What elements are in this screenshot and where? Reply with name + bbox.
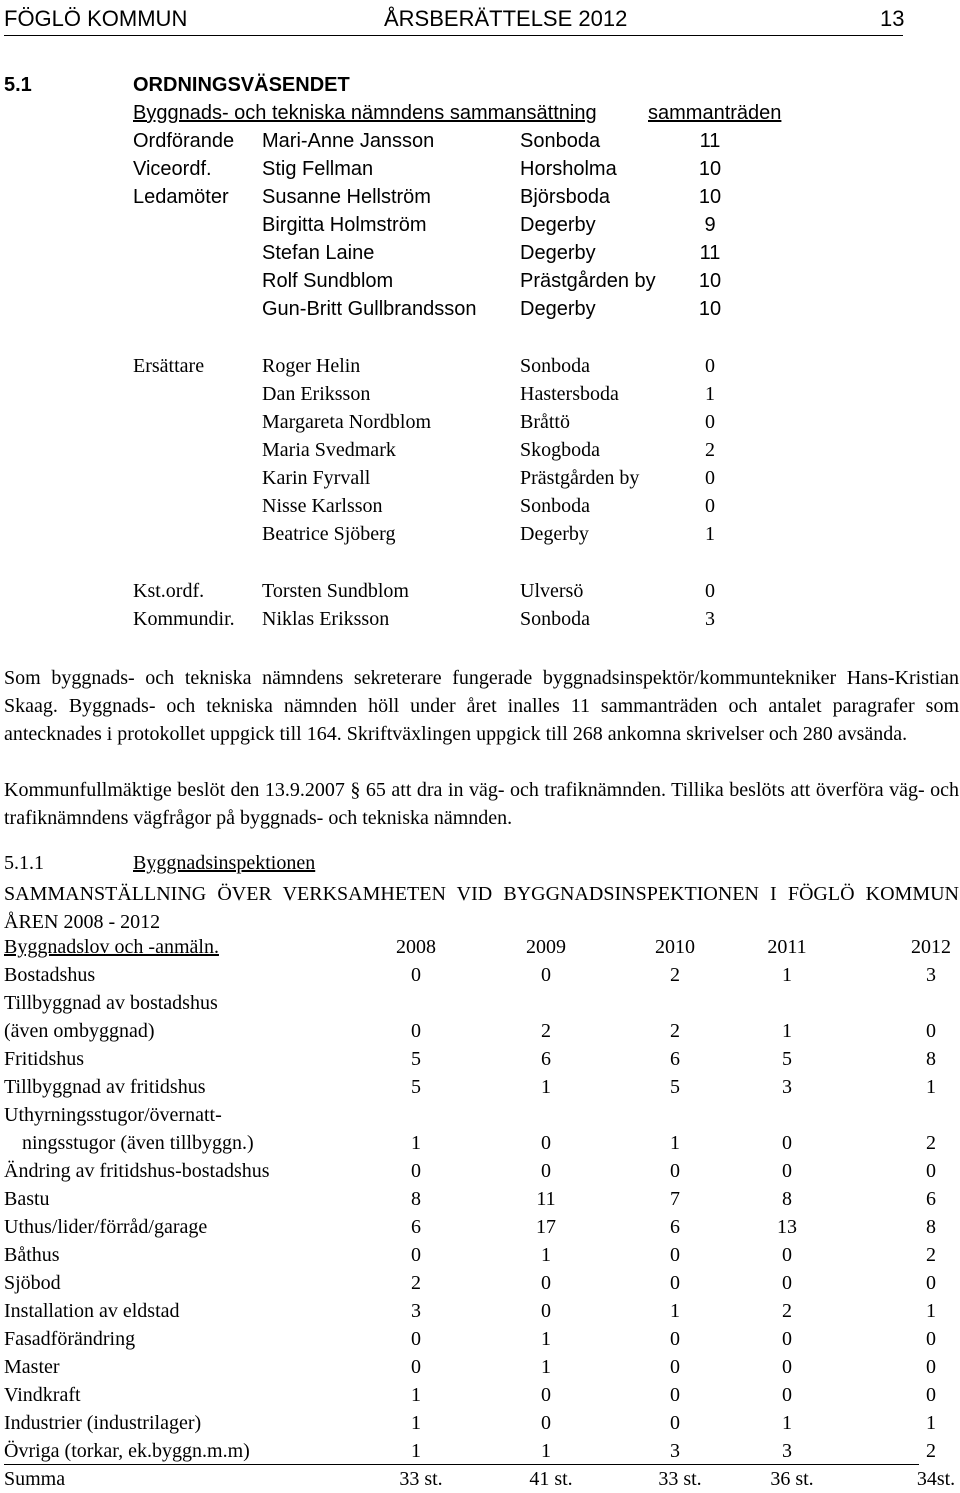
meeting-count: 11	[699, 130, 721, 152]
header-page-number: 13	[880, 6, 905, 31]
cell-value: 1	[411, 1384, 421, 1406]
place-name: Prästgården by	[520, 270, 656, 292]
committee-paragraph: Kommunfullmäktige beslöt den 13.9.2007 § 65 att dra in väg- och trafiknämnden. Tillika beslöts att överföra väg- och trafiknämndens vägfrågor på byggnads- och tekniska nämnden.	[4, 779, 959, 829]
cell-value: 8	[782, 1188, 792, 1210]
place-name: Sonboda	[520, 130, 601, 152]
total-label: Summa	[4, 1468, 66, 1490]
cell-value: 1	[926, 1412, 936, 1434]
cell-value: 0	[411, 1020, 421, 1042]
person-name: Stefan Laine	[262, 242, 375, 264]
year-header: 2010	[655, 936, 695, 958]
person-name: Karin Fyrvall	[262, 467, 371, 489]
section-subtitle: Byggnads- och tekniska nämndens sammansättning	[133, 102, 597, 124]
header-report-title: ÅRSBERÄTTELSE 2012	[384, 6, 628, 31]
cell-value: 2	[926, 1132, 936, 1154]
person-name: Margareta Nordblom	[262, 411, 432, 433]
cell-value: 0	[670, 1356, 680, 1378]
cell-value: 1	[541, 1356, 551, 1378]
person-name: Susanne Hellström	[262, 186, 431, 208]
row-label: (även ombyggnad)	[4, 1020, 155, 1042]
meeting-count: 10	[698, 186, 722, 208]
role-label: Ordförande	[133, 130, 235, 152]
cell-value: 1	[670, 1132, 680, 1154]
meeting-count: 10	[698, 158, 722, 180]
cell-value: 1	[926, 1300, 936, 1322]
cell-value: 6	[411, 1216, 421, 1238]
cell-value: 0	[782, 1272, 792, 1294]
meeting-count: 0	[705, 467, 715, 489]
role-label: Ledamöter	[133, 186, 229, 208]
cell-value: 11	[536, 1188, 556, 1210]
cell-value: 1	[782, 1020, 792, 1042]
person-name: Roger Helin	[262, 355, 361, 377]
cell-value: 0	[541, 1384, 551, 1406]
cell-value: 1	[541, 1328, 551, 1350]
cell-value: 1	[411, 1440, 421, 1462]
cell-value: 3	[926, 964, 936, 986]
place-name: Hastersboda	[520, 383, 619, 405]
cell-value: 5	[670, 1076, 680, 1098]
person-name: Rolf Sundblom	[262, 270, 394, 292]
cell-value: 1	[541, 1076, 551, 1098]
place-name: Degerby	[520, 523, 589, 545]
place-name: Skogboda	[520, 439, 600, 461]
row-label: Tillbyggnad av bostadshus	[4, 992, 218, 1014]
cell-value: 0	[541, 1272, 551, 1294]
cell-value: 6	[670, 1216, 680, 1238]
row-label: Uthus/lider/förråd/garage	[4, 1216, 208, 1238]
year-header: 2009	[526, 936, 566, 958]
cell-value: 2	[670, 1020, 680, 1042]
total-value: 33 st.	[658, 1468, 702, 1490]
row-label: Uthyrningsstugor/övernatt-	[4, 1104, 222, 1126]
place-name: Bråttö	[520, 411, 570, 433]
place-name: Björsboda	[520, 186, 611, 208]
place-name: Sonboda	[520, 608, 590, 630]
person-name: Niklas Eriksson	[262, 608, 390, 630]
row-label: Ändring av fritidshus-bostadshus	[4, 1160, 270, 1182]
meeting-count: 11	[699, 242, 721, 264]
total-rule	[4, 1464, 919, 1465]
total-value: 41 st.	[529, 1468, 573, 1490]
cell-value: 2	[541, 1020, 551, 1042]
row-label: Fasadförändring	[4, 1328, 136, 1350]
meeting-count: 0	[705, 411, 715, 433]
cell-value: 0	[541, 1132, 551, 1154]
section-number: 5.1	[4, 74, 32, 96]
cell-value: 0	[670, 1328, 680, 1350]
cell-value: 2	[926, 1244, 936, 1266]
place-name: Sonboda	[520, 495, 590, 517]
cell-value: 0	[541, 1300, 551, 1322]
meeting-count: 1	[705, 523, 715, 545]
row-label: Tillbyggnad av fritidshus	[4, 1076, 206, 1098]
summary-heading: SAMMANSTÄLLNING ÖVER VERKSAMHETEN VID BYGGNADSINSPEKTIONEN I FÖGLÖ KOMMUN ÅREN 2008 - 2012	[4, 883, 959, 933]
cell-value: 1	[670, 1300, 680, 1322]
cell-value: 0	[782, 1356, 792, 1378]
place-name: Degerby	[520, 214, 596, 236]
cell-value: 5	[411, 1076, 421, 1098]
cell-value: 0	[670, 1244, 680, 1266]
year-header: 2011	[767, 936, 807, 958]
cell-value: 1	[541, 1440, 551, 1462]
person-name: Birgitta Holmström	[262, 214, 427, 236]
role-label: Ersättare	[133, 355, 205, 377]
cell-value: 8	[926, 1216, 936, 1238]
year-header: 2008	[396, 936, 436, 958]
row-label: Båthus	[4, 1244, 60, 1266]
person-name: Gun-Britt Gullbrandsson	[262, 298, 477, 320]
total-value: 34st.	[916, 1468, 956, 1490]
cell-value: 0	[411, 964, 421, 986]
place-name: Degerby	[520, 298, 596, 320]
row-label: Master	[4, 1356, 60, 1378]
cell-value: 3	[411, 1300, 421, 1322]
role-label: Kommundir.	[133, 608, 235, 630]
cell-value: 0	[411, 1244, 421, 1266]
cell-value: 5	[782, 1048, 792, 1070]
place-name: Ulversö	[520, 580, 584, 602]
row-label: Bostadshus	[4, 964, 96, 986]
cell-value: 3	[670, 1440, 680, 1462]
cell-value: 0	[411, 1160, 421, 1182]
person-name: Beatrice Sjöberg	[262, 523, 396, 545]
row-label: ningsstugor (även tillbyggn.)	[22, 1132, 254, 1154]
meeting-count: 3	[705, 608, 715, 630]
place-name: Sonboda	[520, 355, 590, 377]
cell-value: 0	[782, 1384, 792, 1406]
cell-value: 0	[411, 1328, 421, 1350]
place-name: Degerby	[520, 242, 596, 264]
cell-value: 0	[926, 1384, 936, 1406]
cell-value: 0	[926, 1160, 936, 1182]
cell-value: 2	[670, 964, 680, 986]
row-label: Bastu	[4, 1188, 50, 1210]
total-value: 33 st.	[399, 1468, 443, 1490]
row-label: Installation av eldstad	[4, 1300, 180, 1322]
row-label: Industrier (industrilager)	[4, 1412, 202, 1434]
cell-value: 0	[670, 1412, 680, 1434]
cell-value: 0	[926, 1328, 936, 1350]
cell-value: 2	[926, 1440, 936, 1462]
meeting-count: 2	[705, 439, 715, 461]
table-header-label: Byggnadslov och -anmäln.	[4, 936, 219, 958]
role-label: Viceordf.	[133, 158, 212, 180]
meeting-count: 10	[698, 270, 722, 292]
subsection-number: 5.1.1	[4, 852, 44, 874]
cell-value: 0	[926, 1020, 936, 1042]
person-name: Maria Svedmark	[262, 439, 396, 461]
person-name: Torsten Sundblom	[262, 580, 409, 602]
cell-value: 2	[411, 1272, 421, 1294]
person-name: Nisse Karlsson	[262, 495, 383, 517]
cell-value: 3	[782, 1076, 792, 1098]
cell-value: 7	[670, 1188, 680, 1210]
cell-value: 0	[541, 964, 551, 986]
place-name: Prästgården by	[520, 467, 640, 489]
cell-value: 0	[411, 1356, 421, 1378]
cell-value: 6	[926, 1188, 936, 1210]
cell-value: 0	[926, 1356, 936, 1378]
year-header: 2012	[911, 936, 951, 958]
cell-value: 1	[926, 1076, 936, 1098]
cell-value: 8	[411, 1188, 421, 1210]
row-label: Vindkraft	[4, 1384, 81, 1406]
person-name: Dan Eriksson	[262, 383, 371, 405]
secretary-paragraph: Som byggnads- och tekniska nämndens sekreterare fungerade byggnadsinspektör/kommuntekniker Hans-Kristian Skaag. Byggnads- och tekniska nämnden höll under året inalles 11 sammanträden och antalet paragrafer som antecknades i protokollet uppgick till 164. Skriftväxlingen uppgick till 268 ankomna skrivelser och 280 avsända.	[4, 667, 959, 745]
person-name: Stig Fellman	[262, 158, 374, 180]
cell-value: 1	[782, 964, 792, 986]
cell-value: 1	[541, 1244, 551, 1266]
role-label: Kst.ordf.	[133, 580, 205, 602]
cell-value: 0	[782, 1328, 792, 1350]
cell-value: 0	[670, 1384, 680, 1406]
cell-value: 0	[670, 1272, 680, 1294]
cell-value: 0	[926, 1272, 936, 1294]
cell-value: 1	[782, 1412, 792, 1434]
meetings-column-header: sammanträden	[648, 102, 782, 124]
meeting-count: 0	[705, 580, 715, 602]
meeting-count: 1	[705, 383, 715, 405]
meeting-count: 0	[705, 495, 715, 517]
cell-value: 1	[411, 1132, 421, 1154]
cell-value: 0	[782, 1160, 792, 1182]
header-rule	[4, 35, 903, 36]
cell-value: 6	[670, 1048, 680, 1070]
cell-value: 0	[670, 1160, 680, 1182]
cell-value: 8	[926, 1048, 936, 1070]
row-label: Fritidshus	[4, 1048, 85, 1070]
cell-value: 0	[541, 1412, 551, 1434]
cell-value: 13	[777, 1216, 797, 1238]
cell-value: 2	[782, 1300, 792, 1322]
row-label: Sjöbod	[4, 1272, 61, 1294]
meeting-count: 0	[705, 355, 715, 377]
cell-value: 5	[411, 1048, 421, 1070]
cell-value: 0	[541, 1160, 551, 1182]
total-value: 36 st.	[770, 1468, 814, 1490]
cell-value: 0	[782, 1244, 792, 1266]
cell-value: 17	[536, 1216, 556, 1238]
header-municipality: FÖGLÖ KOMMUN	[4, 6, 188, 31]
section-title: ORDNINGSVÄSENDET	[133, 74, 350, 96]
cell-value: 1	[411, 1412, 421, 1434]
cell-value: 0	[782, 1132, 792, 1154]
row-label: Övriga (torkar, ek.byggn.m.m)	[4, 1440, 250, 1462]
subsection-title: Byggnadsinspektionen	[133, 852, 316, 874]
person-name: Mari-Anne Jansson	[262, 130, 435, 152]
cell-value: 6	[541, 1048, 551, 1070]
cell-value: 3	[782, 1440, 792, 1462]
meeting-count: 9	[704, 214, 716, 236]
place-name: Horsholma	[520, 158, 617, 180]
meeting-count: 10	[698, 298, 722, 320]
